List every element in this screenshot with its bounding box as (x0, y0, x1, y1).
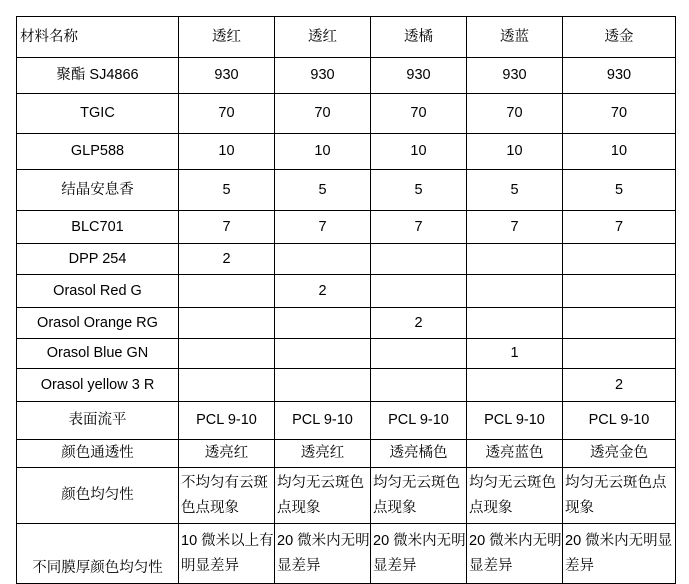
table-cell: 不均匀有云斑色点现象 (179, 468, 275, 524)
table-cell (371, 244, 467, 275)
table-cell (563, 244, 676, 275)
column-header: 透金 (563, 17, 676, 58)
table-row (17, 402, 676, 440)
row-label: BLC701 (17, 211, 179, 244)
table-cell: 2 (563, 369, 676, 402)
table-cell (275, 308, 371, 339)
row-label: GLP588 (17, 134, 179, 170)
table-cell (467, 369, 563, 402)
table-cell: 10 (371, 134, 467, 170)
table-cell (371, 275, 467, 308)
table-cell (275, 339, 371, 369)
table-cell: 均匀无云斑色点现象 (371, 468, 467, 524)
table-cell (563, 308, 676, 339)
table-row (17, 440, 676, 468)
table-row (17, 524, 676, 584)
table-cell: 70 (275, 94, 371, 134)
row-label: Orasol Orange RG (17, 308, 179, 339)
table-cell: 7 (563, 211, 676, 244)
table-row (17, 94, 676, 134)
table-cell: 10 (467, 134, 563, 170)
table-cell: 10 微米以上有明显差异 (179, 524, 275, 584)
table-cell (467, 308, 563, 339)
table-cell: 透亮红 (179, 440, 275, 468)
header-row (17, 17, 676, 58)
table-cell: 70 (563, 94, 676, 134)
table-cell: 透亮橘色 (371, 440, 467, 468)
table-cell (275, 244, 371, 275)
table-cell: 均匀无云斑色点现象 (467, 468, 563, 524)
table-cell: 1 (467, 339, 563, 369)
table-cell: 930 (275, 58, 371, 94)
row-label: 表面流平 (17, 402, 179, 440)
table-cell (563, 339, 676, 369)
table-row (17, 275, 676, 308)
table-cell (563, 275, 676, 308)
row-label: 不同膜厚颜色均匀性 (17, 524, 179, 584)
row-label: 聚酯 SJ4866 (17, 58, 179, 94)
table-cell: 20 微米内无明显差异 (467, 524, 563, 584)
table-cell: 10 (179, 134, 275, 170)
column-header: 透橘 (371, 17, 467, 58)
table-cell: 20 微米内无明显差异 (563, 524, 676, 584)
table-cell: 7 (179, 211, 275, 244)
table-cell: 5 (275, 170, 371, 211)
table-cell (179, 275, 275, 308)
table-cell (275, 369, 371, 402)
column-header: 透红 (179, 17, 275, 58)
table-cell (467, 275, 563, 308)
table-cell: 2 (371, 308, 467, 339)
table-row (17, 58, 676, 94)
table-row (17, 468, 676, 524)
table-cell: 930 (563, 58, 676, 94)
table-cell: 930 (179, 58, 275, 94)
table-cell: 2 (179, 244, 275, 275)
table-cell: 20 微米内无明显差异 (371, 524, 467, 584)
table-cell: PCL 9-10 (371, 402, 467, 440)
table-cell: 5 (179, 170, 275, 211)
row-label: Orasol Blue GN (17, 339, 179, 369)
table-cell: PCL 9-10 (467, 402, 563, 440)
table-cell (179, 369, 275, 402)
table-row (17, 369, 676, 402)
table-cell: 930 (371, 58, 467, 94)
table-cell (371, 369, 467, 402)
table-row (17, 134, 676, 170)
table-cell: 5 (467, 170, 563, 211)
table-cell: 70 (179, 94, 275, 134)
table-row (17, 170, 676, 211)
table-cell: 透亮蓝色 (467, 440, 563, 468)
table-row (17, 211, 676, 244)
row-label: DPP 254 (17, 244, 179, 275)
table-cell: PCL 9-10 (563, 402, 676, 440)
table-cell: 2 (275, 275, 371, 308)
table-cell: 7 (371, 211, 467, 244)
table-row (17, 308, 676, 339)
header-material-name: 材料名称 (17, 17, 179, 58)
formula-table (16, 16, 676, 584)
table-cell: 10 (275, 134, 371, 170)
table-cell: 5 (371, 170, 467, 211)
row-label: 颜色通透性 (17, 440, 179, 468)
table-cell (179, 339, 275, 369)
table-row (17, 244, 676, 275)
table-cell: 70 (467, 94, 563, 134)
table-cell: 均匀无云斑色点现象 (275, 468, 371, 524)
table-row (17, 339, 676, 369)
table-cell: 均匀无云斑色点现象 (563, 468, 676, 524)
table-cell: 透亮红 (275, 440, 371, 468)
column-header: 透蓝 (467, 17, 563, 58)
table-cell: 7 (275, 211, 371, 244)
table-cell: 20 微米内无明显差异 (275, 524, 371, 584)
row-label: 结晶安息香 (17, 170, 179, 211)
row-label: TGIC (17, 94, 179, 134)
table-cell: 7 (467, 211, 563, 244)
table-cell: PCL 9-10 (275, 402, 371, 440)
table-cell: 透亮金色 (563, 440, 676, 468)
table-cell: 5 (563, 170, 676, 211)
table-cell: 930 (467, 58, 563, 94)
table-cell (371, 339, 467, 369)
row-label: Orasol yellow 3 R (17, 369, 179, 402)
table-cell (179, 308, 275, 339)
row-label: Orasol Red G (17, 275, 179, 308)
table-cell: 10 (563, 134, 676, 170)
table-cell: 70 (371, 94, 467, 134)
table-cell (467, 244, 563, 275)
row-label: 颜色均匀性 (17, 468, 179, 524)
table-cell: PCL 9-10 (179, 402, 275, 440)
column-header: 透红 (275, 17, 371, 58)
